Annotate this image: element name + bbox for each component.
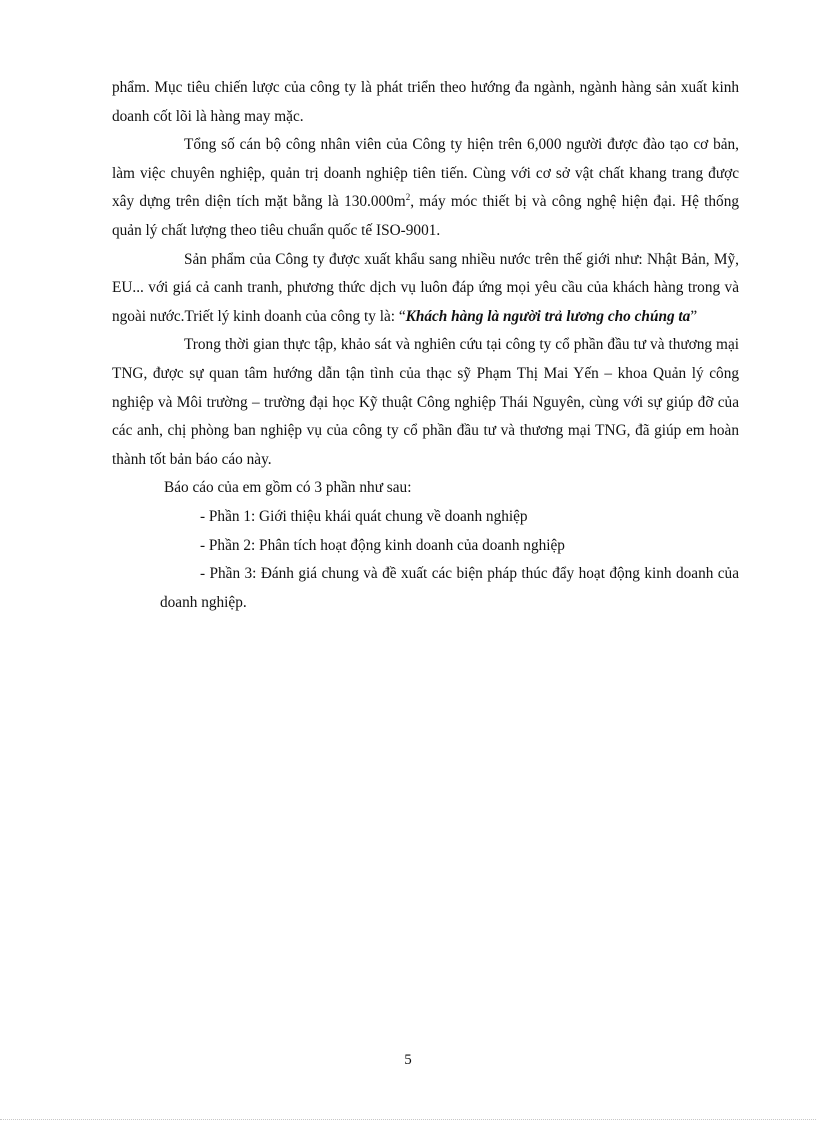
paragraph-export-text: Sản phẩm của Công ty được xuất khẩu sang nhiều nước trên thế giới như: Nhật Bản, Mỹ, EU... với giá cả canh tranh, phương thức dịch vụ luôn đáp ứng mọi yêu cầu của khách hàng trong và ngoài nước.Triết lý kinh doanh của công ty là: “ (112, 250, 739, 325)
paragraph-acknowledgement: Trong thời gian thực tập, khảo sát và nghiên cứu tại công ty cổ phần đầu tư và thương mại TNG, được sự quan tâm hướng dẫn tận tình của thạc sỹ Phạm Thị Mai Yến – khoa Quản lý công nghiệp và Môi trường – trường đại học Kỹ thuật Công nghiệp Thái Nguyên, cùng với sự giúp đỡ của các anh, chị phòng ban nghiệp vụ của công ty cổ phần đầu tư và thương mại TNG, đã giúp em hoàn thành tốt bản báo cáo này. (112, 336, 739, 468)
page-number: 5 (404, 1052, 412, 1068)
business-philosophy-quote: Khách hàng là người trả lương cho chúng ta (405, 307, 691, 325)
paragraph-continuation: phẩm. Mục tiêu chiến lược của công ty là phát triển theo hướng đa ngành, ngành hàng sản xuất kinh doanh cốt lõi là hàng may mặc. (112, 79, 739, 125)
paragraph-staff-facilities (112, 131, 739, 245)
paragraph-export-philosophy (112, 246, 739, 332)
paragraph-staff-text: Tổng số cán bộ công nhân viên của Công ty hiện trên 6,000 người được đào tạo cơ bản, làm việc chuyên nghiệp, quản trị doanh nghiệp tiên tiến. Cùng với cơ sở vật chất khang trang được xây dựng trên diện tích mặt bằng là 130.000m (112, 136, 739, 211)
body-text (112, 74, 739, 617)
paragraph-staff-text-end: , máy móc thiết bị và công nghệ hiện đại. Hệ thống quản lý chất lượng theo tiêu chuẩn quốc tế ISO-9001. (112, 193, 739, 239)
list-item-part-3: - Phần 3: Đánh giá chung và đề xuất các biện pháp thúc đẩy hoạt động kinh doanh của doanh nghiệp. (160, 565, 739, 611)
list-item-part-1: - Phần 1: Giới thiệu khái quát chung về doanh nghiệp (200, 507, 528, 525)
closing-quote-mark: ” (690, 307, 698, 325)
page-bottom-divider (0, 1119, 816, 1120)
list-item-part-2: - Phần 2: Phân tích hoạt động kinh doanh của doanh nghiệp (200, 536, 565, 554)
superscript-square: 2 (405, 192, 411, 203)
report-structure-intro: Báo cáo của em gồm có 3 phần như sau: (164, 479, 412, 497)
